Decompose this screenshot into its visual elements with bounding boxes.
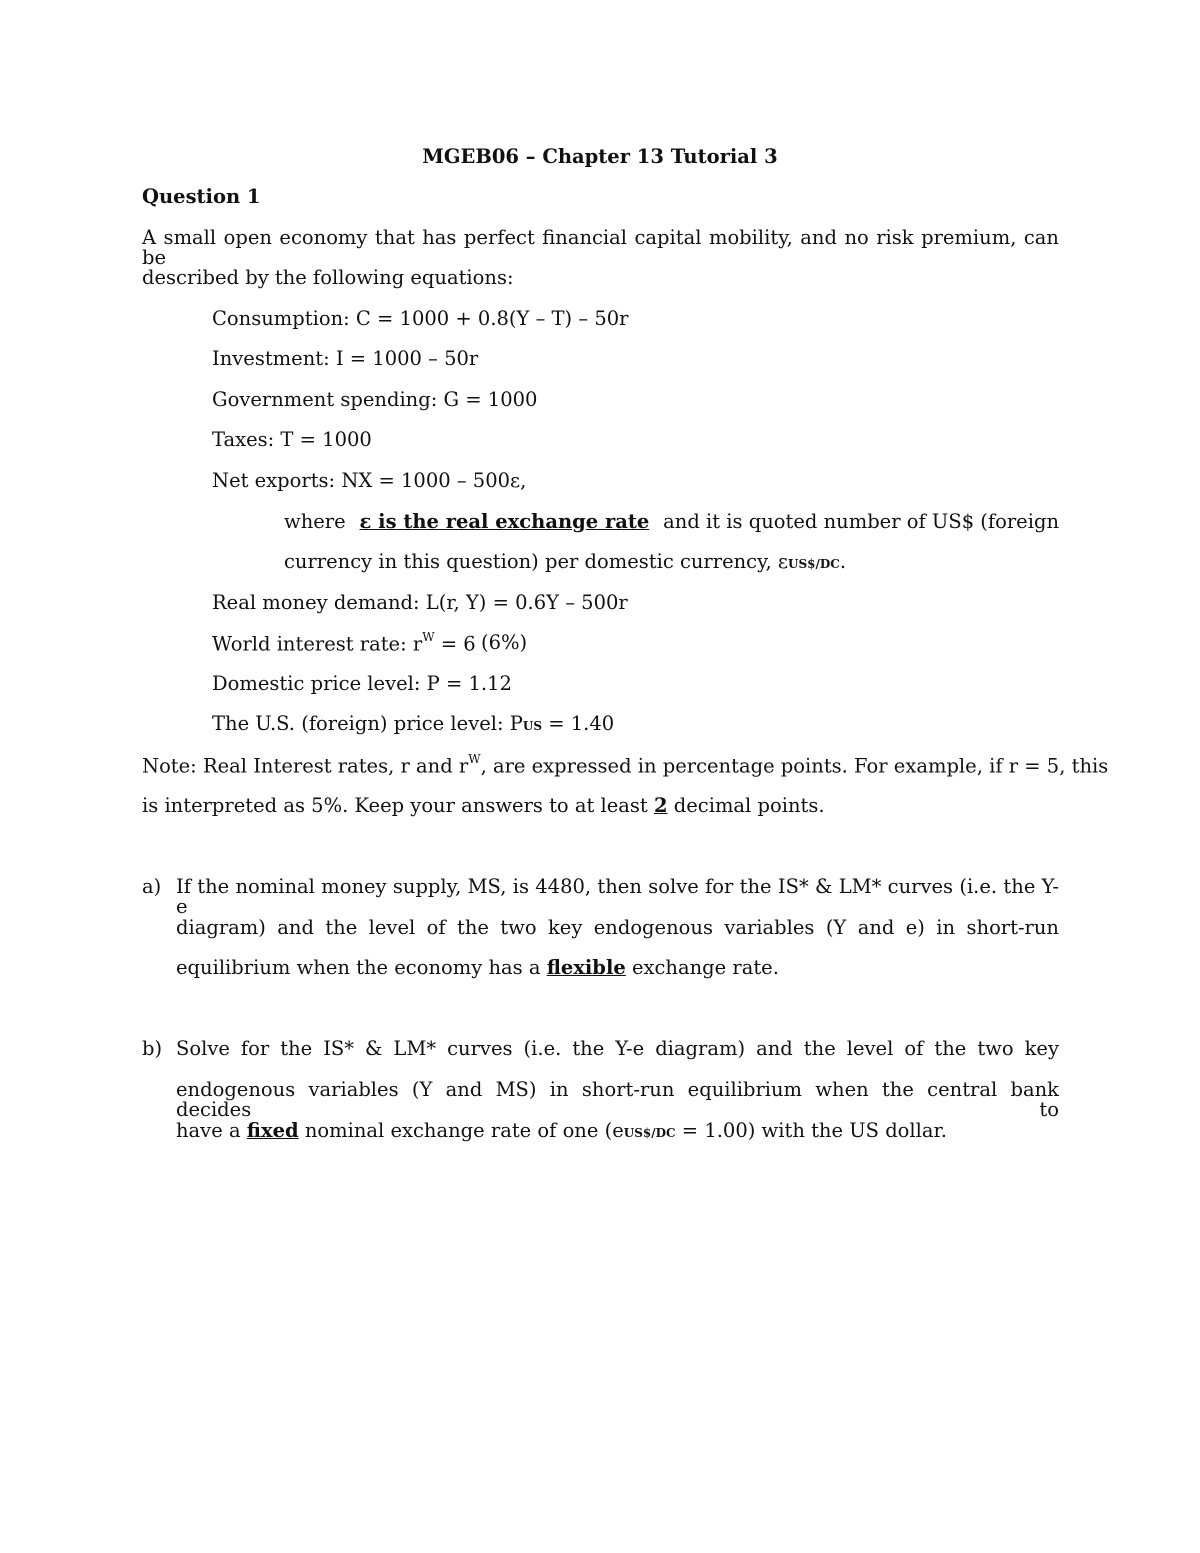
- part-a-line-2: diagram) and the level of the two key endogenous variables (Y and e) in short-run: [176, 916, 1059, 939]
- equation-money-demand: Real money demand: L(r, Y) = 0.6Y – 500r: [212, 591, 628, 614]
- note-superscript: W: [468, 752, 481, 766]
- part-b-line-3: [176, 1121, 947, 1141]
- world-interest-rate: [212, 630, 476, 656]
- currency-line: [284, 552, 846, 572]
- part-a-line3-b: exchange rate.: [625, 956, 779, 979]
- real-exchange-rate-definition: ε is the real exchange rate: [359, 510, 650, 533]
- us-price-value: = 1.40: [542, 712, 615, 735]
- fixed-emphasis: fixed: [246, 1119, 299, 1142]
- note-prefix: Note: Real Interest rates, r and r: [142, 754, 469, 778]
- document-title: MGEB06 – Chapter 13 Tutorial 3: [422, 145, 778, 168]
- note-line2-a: is interpreted as 5%. Keep your answers to at least: [142, 794, 654, 817]
- part-b-subscript: US$/DC: [623, 1126, 676, 1140]
- intro-line-2: described by the following equations:: [142, 266, 514, 289]
- equation-net-exports: Net exports: NX = 1000 – 500ε,: [212, 469, 527, 492]
- part-a-line-3: [176, 958, 779, 978]
- domestic-price-level: Domestic price level: P = 1.12: [212, 672, 512, 695]
- currency-end: .: [839, 550, 847, 573]
- where-prefix: where: [284, 510, 346, 533]
- us-price-level: [212, 714, 614, 734]
- part-a-line3-a: equilibrium when the economy has a: [176, 956, 547, 979]
- intro-line-1: A small open economy that has perfect financial capital mobility, and no risk premium, can be: [142, 226, 1059, 269]
- part-b-line3-a: have a: [176, 1119, 247, 1142]
- part-a-label: a): [142, 875, 162, 898]
- where-line: [284, 512, 1059, 532]
- where-rest: and it is quoted number of US$ (foreign: [663, 510, 1059, 533]
- part-b-line-1: Solve for the IS* & LM* curves (i.e. the Y-e diagram) and the level of the two key: [176, 1037, 1059, 1060]
- equation-taxes: Taxes: T = 1000: [212, 428, 372, 451]
- note-rest: , are expressed in percentage points. For example, if r = 5, this: [480, 754, 1109, 778]
- question-heading: Question 1: [142, 185, 261, 208]
- equation-consumption: Consumption: C = 1000 + 0.8(Y – T) – 50r: [212, 307, 629, 330]
- note-line2-b: decimal points.: [667, 794, 825, 817]
- note-decimal-count: 2: [653, 794, 668, 817]
- equation-government: Government spending: G = 1000: [212, 388, 538, 411]
- world-rate-prefix: World interest rate: r: [212, 632, 423, 656]
- part-b-line3-b: nominal exchange rate of one (e: [298, 1119, 624, 1142]
- note-line-1: [142, 752, 1109, 778]
- flexible-emphasis: flexible: [546, 956, 626, 979]
- world-rate-percent: (6%): [481, 631, 528, 654]
- currency-subscript: US$/DC: [788, 557, 840, 571]
- world-rate-superscript: W: [422, 630, 435, 644]
- world-rate-value: = 6: [434, 632, 476, 656]
- currency-text: currency in this question) per domestic currency, ε: [284, 550, 789, 573]
- part-a-line-1: If the nominal money supply, MS, is 4480, then solve for the IS* & LM* curves (i.e. the Y-e: [176, 875, 1059, 918]
- part-b-label: b): [142, 1037, 163, 1060]
- part-b-line3-c: = 1.00) with the US dollar.: [675, 1119, 947, 1142]
- note-line-2: [142, 796, 825, 816]
- equation-investment: Investment: I = 1000 – 50r: [212, 347, 479, 370]
- us-price-subscript: US: [522, 719, 543, 733]
- us-price-prefix: The U.S. (foreign) price level: P: [212, 712, 523, 735]
- part-b-line-2: endogenous variables (Y and MS) in short-run equilibrium when the central bank decides to: [176, 1078, 1059, 1121]
